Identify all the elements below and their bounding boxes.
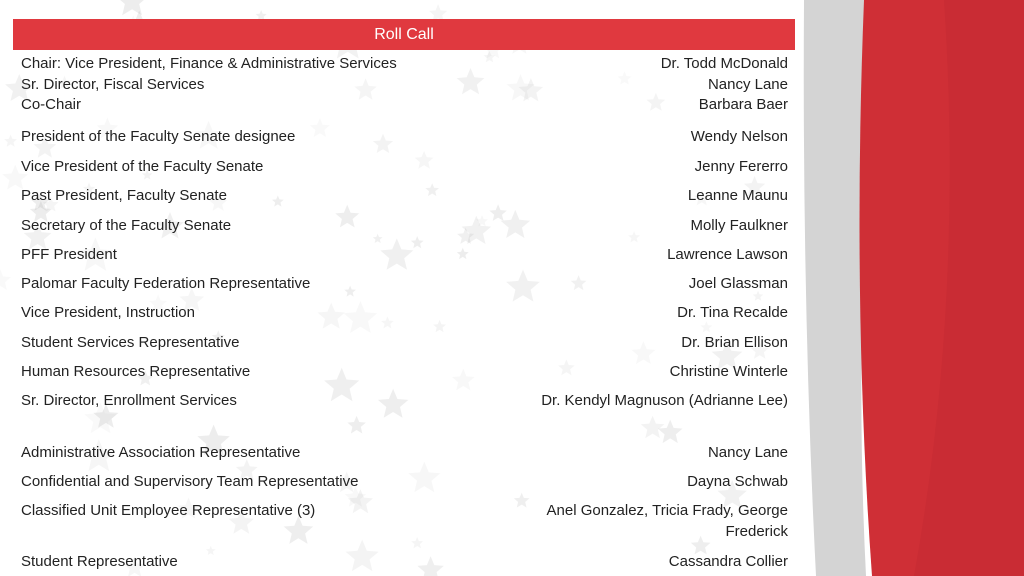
star-decoration [4, 135, 17, 147]
member-name: Dr. Kendyl Magnuson (Adrianne Lee) [541, 392, 788, 409]
roster-row [21, 303, 788, 324]
role-label: Sr. Director, Enrollment Services [21, 392, 237, 409]
star-decoration [347, 416, 366, 434]
roster-row [21, 443, 788, 464]
member-name: Nancy Lane [707, 444, 788, 461]
member-name: Dr. Tina Recalde [677, 304, 788, 321]
role-label: Human Resources Representative [21, 363, 251, 380]
role-label: Administrative Association Representative [21, 444, 301, 461]
member-name: Cassandra Collier [668, 553, 788, 570]
member-name: Jenny Fererro [694, 158, 788, 175]
role-label: President of the Faculty Senate designee [21, 128, 296, 145]
member-name: Wendy Nelson [690, 128, 788, 145]
roster-row [21, 54, 788, 116]
role-label: Secretary of the Faculty Senate [21, 217, 232, 234]
role-label: PFF President [21, 246, 117, 263]
role-label: Confidential and Supervisory Team Representative [21, 473, 359, 490]
member-name: Lawrence Lawson [667, 246, 788, 263]
role-label: Past President, Faculty Senate [21, 187, 227, 204]
red-gray-swoosh-decoration [794, 0, 1024, 576]
page-title: Roll Call [13, 19, 795, 50]
star-decoration [658, 420, 683, 444]
star-decoration [641, 416, 665, 438]
member-name: Molly Faulkner [690, 217, 788, 234]
roster-row [21, 274, 788, 295]
roster-row [21, 501, 788, 542]
member-name: Dr. Todd McDonald Nancy Lane Barbara Baer [660, 55, 788, 113]
member-name: Anel Gonzalez, Tricia Frady, George Frederick [546, 502, 788, 540]
roster-row [21, 245, 788, 266]
roster-row [21, 186, 788, 207]
roster-row [21, 127, 788, 148]
member-name: Joel Glassman [688, 275, 788, 292]
role-label: Chair: Vice President, Finance & Administrative Services Sr. Director, Fiscal Services Co-Chair [21, 55, 397, 113]
roster-row [21, 333, 788, 354]
role-label: Palomar Faculty Federation Representative [21, 275, 311, 292]
roster-row [21, 362, 788, 383]
member-name: Dayna Schwab [687, 473, 788, 490]
role-label: Vice President, Instruction [21, 304, 195, 321]
role-label: Student Representative [21, 553, 178, 570]
roster-row [21, 472, 788, 493]
roster-row [21, 391, 788, 412]
role-label: Classified Unit Employee Representative (3) [21, 502, 316, 519]
star-decoration [116, 0, 148, 15]
star-decoration [0, 269, 11, 290]
member-name: Leanne Maunu [687, 187, 788, 204]
roster-row [21, 157, 788, 178]
roster-row [21, 552, 788, 573]
member-name: Dr. Brian Ellison [681, 334, 788, 351]
role-label: Student Services Representative [21, 334, 240, 351]
roster-row [21, 216, 788, 237]
member-name: Christine Winterle [669, 363, 788, 380]
role-label: Vice President of the Faculty Senate [21, 158, 264, 175]
